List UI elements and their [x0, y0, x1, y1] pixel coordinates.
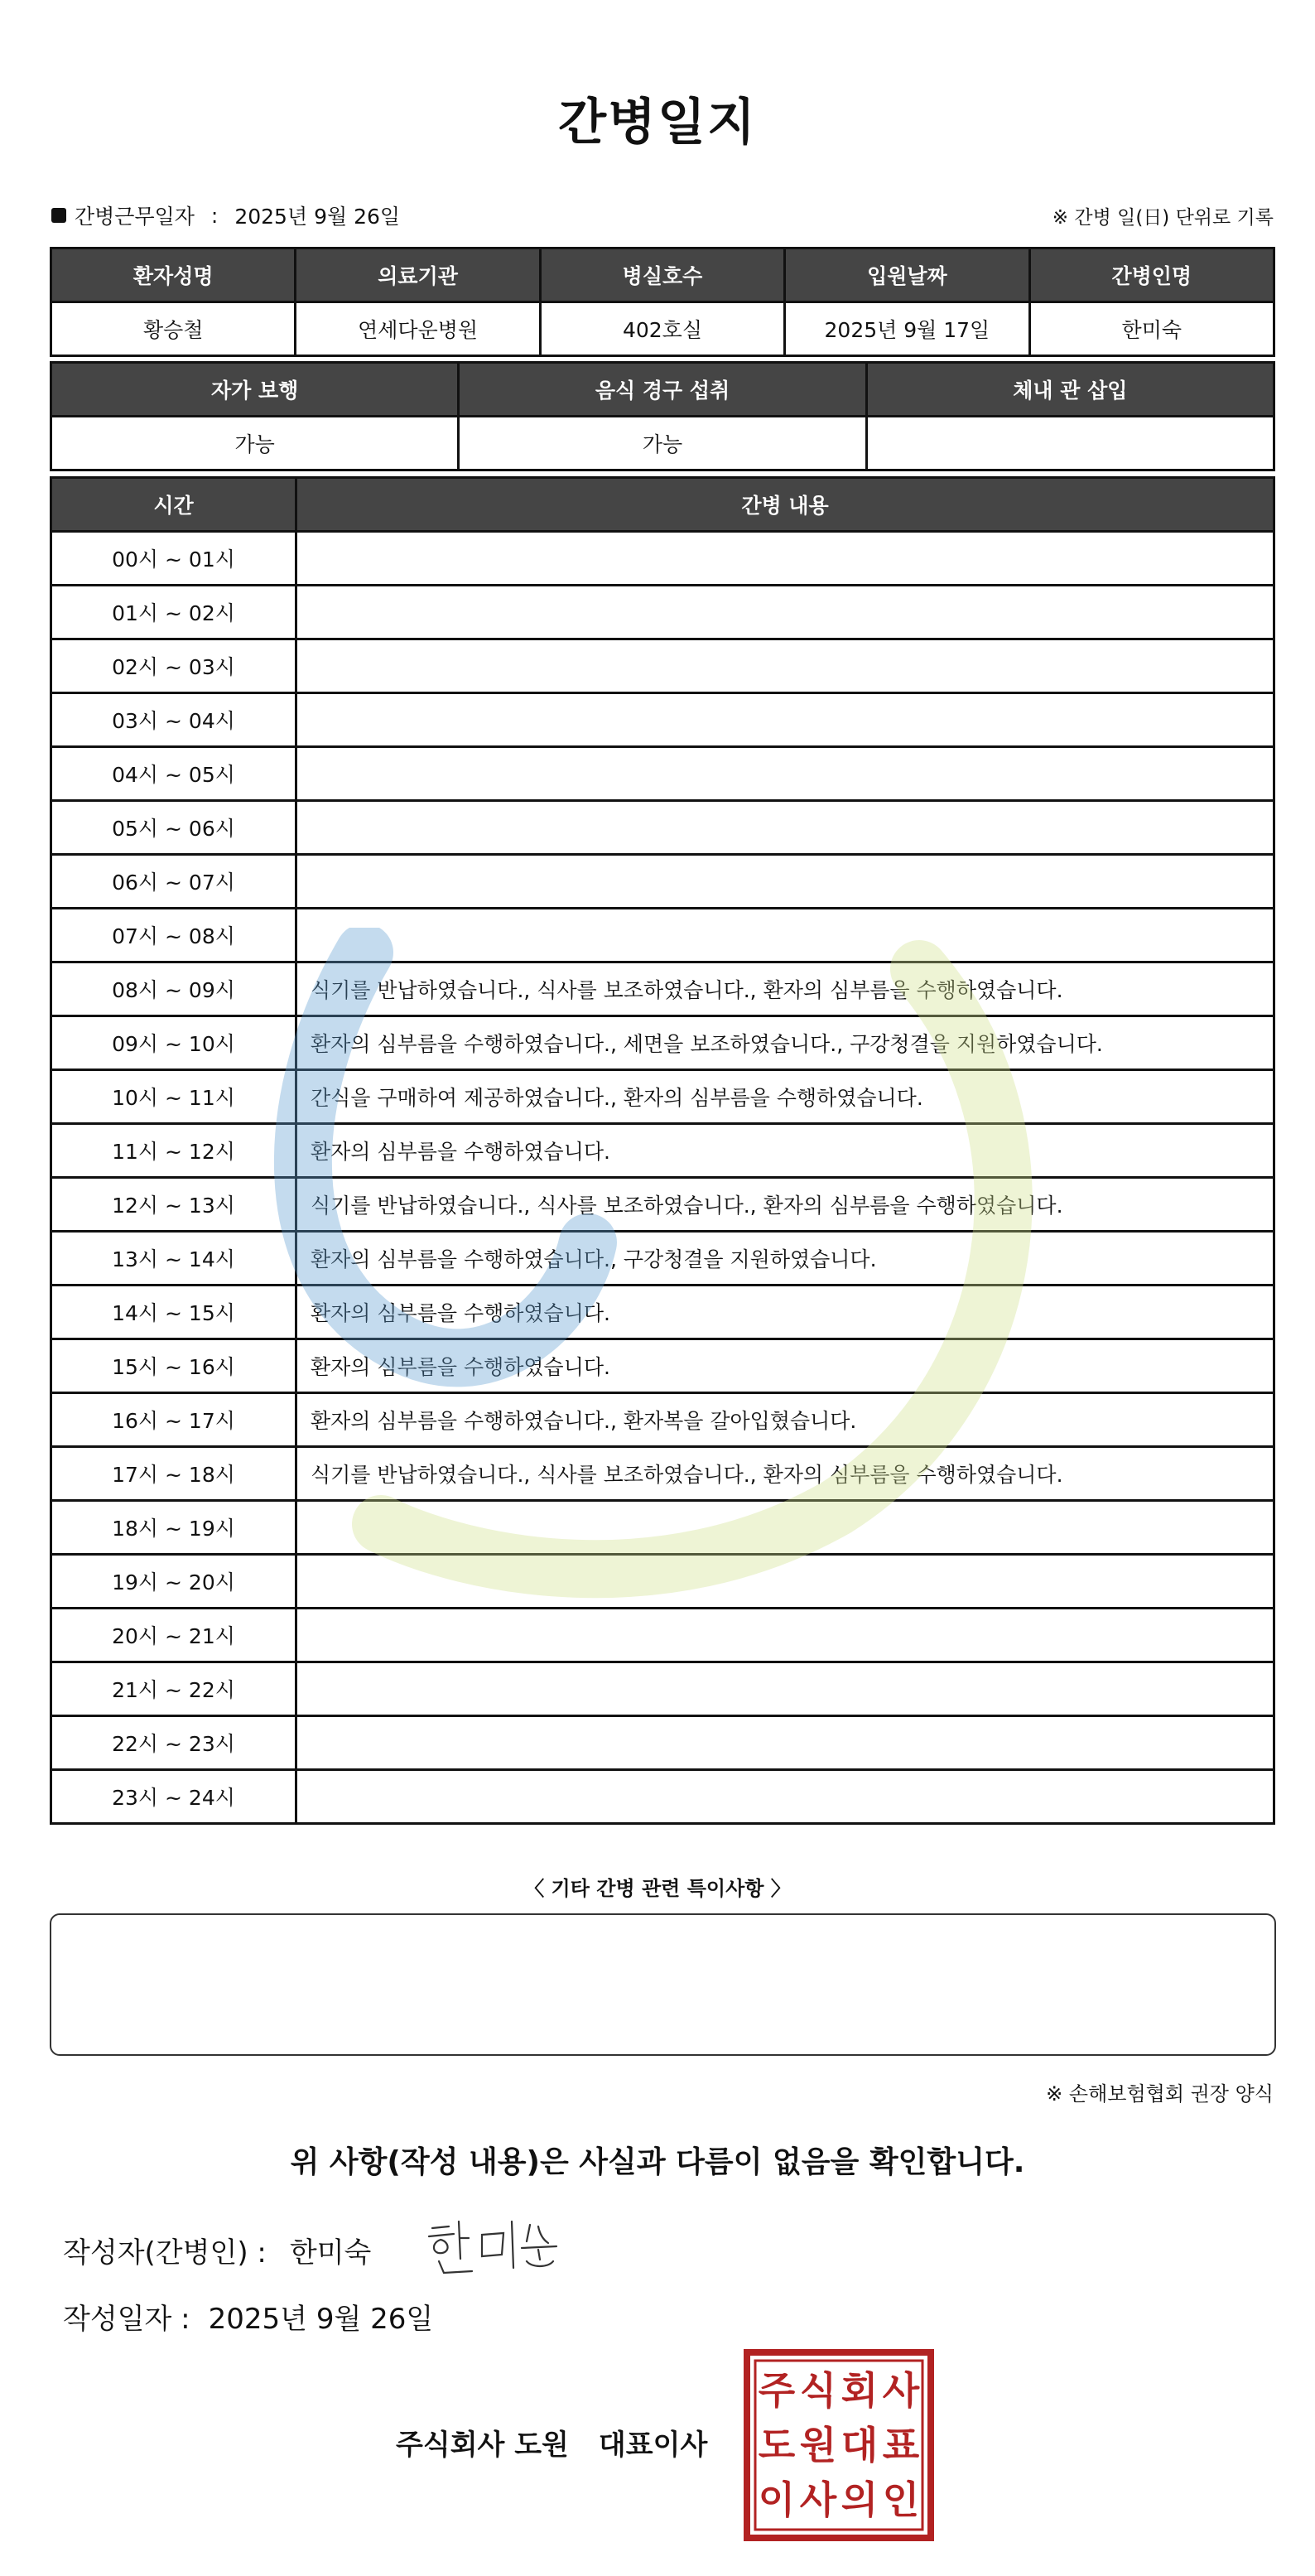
time-slot-cell: 17시 ~ 18시: [51, 1447, 296, 1501]
care-content-cell[interactable]: [296, 909, 1274, 962]
seal-character: 표: [882, 2423, 920, 2467]
status-header-oral-intake: 음식 경구 섭취: [459, 363, 866, 417]
seal-character: 대: [841, 2423, 879, 2467]
time-slot-cell: 22시 ~ 23시: [51, 1716, 296, 1770]
time-slot-cell: 08시 ~ 09시: [51, 962, 296, 1016]
seal-character: 원: [799, 2423, 837, 2467]
time-slot-cell: 02시 ~ 03시: [51, 639, 296, 693]
time-slot-cell: 00시 ~ 01시: [51, 532, 296, 586]
writer-name: 한미숙: [289, 2236, 372, 2270]
care-content-cell[interactable]: 간식을 구매하여 제공하였습니다., 환자의 심부름을 수행하였습니다.: [296, 1070, 1274, 1124]
table-row: [51, 1501, 1274, 1555]
care-content-cell[interactable]: [296, 1770, 1274, 1824]
care-content-cell[interactable]: [296, 1716, 1274, 1770]
patient-status-table: [50, 361, 1275, 471]
care-content-cell[interactable]: 식기를 반납하였습니다., 식사를 보조하였습니다., 환자의 심부름을 수행하였습니다.: [296, 1447, 1274, 1501]
work-date-label: 간병근무일자: [75, 205, 195, 229]
admission-date-cell: 2025년 9월 17일: [785, 302, 1029, 356]
seal-character: 사: [799, 2477, 837, 2522]
table-row: [51, 1393, 1274, 1447]
care-content-cell[interactable]: [296, 639, 1274, 693]
status-header-walking: 자가 보행: [51, 363, 459, 417]
patient-header-0: 환자성명: [51, 248, 296, 302]
record-unit-note: ※ 간병 일(日) 단위로 기록: [1052, 207, 1274, 229]
care-content-cell[interactable]: [296, 586, 1274, 639]
log-header-time: 시간: [51, 478, 296, 532]
care-content-cell[interactable]: 식기를 반납하였습니다., 식사를 보조하였습니다., 환자의 심부름을 수행하였습니다.: [296, 962, 1274, 1016]
table-row: [51, 1662, 1274, 1716]
seal-character: 의: [841, 2477, 879, 2522]
work-date-separator: :: [210, 203, 219, 228]
seal-character: 사: [882, 2368, 920, 2413]
patient-header-3: 입원날짜: [785, 248, 1029, 302]
care-content-cell[interactable]: 환자의 심부름을 수행하였습니다.: [296, 1124, 1274, 1178]
table-row: [51, 532, 1274, 586]
table-row: [51, 1555, 1274, 1609]
care-content-cell[interactable]: [296, 1501, 1274, 1555]
care-content-cell[interactable]: 환자의 심부름을 수행하였습니다., 구강청결을 지원하였습니다.: [296, 1232, 1274, 1286]
care-content-cell[interactable]: 환자의 심부름을 수행하였습니다., 세면을 보조하였습니다., 구강청결을 지원하였습니다.: [296, 1016, 1274, 1070]
status-walking-cell: 가능: [51, 417, 459, 470]
square-bullet-icon: [51, 208, 66, 223]
patient-header-2: 병실호수: [540, 248, 784, 302]
special-notes-title: 〈 기타 간병 관련 특이사항 〉: [524, 1877, 791, 1900]
time-slot-cell: 05시 ~ 06시: [51, 801, 296, 855]
table-row: [51, 639, 1274, 693]
time-slot-cell: 16시 ~ 17시: [51, 1393, 296, 1447]
care-content-cell[interactable]: [296, 1609, 1274, 1662]
company-line: [396, 2422, 707, 2463]
care-content-cell[interactable]: 환자의 심부름을 수행하였습니다., 환자복을 갈아입혔습니다.: [296, 1393, 1274, 1447]
table-row: [51, 855, 1274, 909]
care-content-cell[interactable]: 환자의 심부름을 수행하였습니다.: [296, 1286, 1274, 1339]
caregiver-name-cell: 한미숙: [1029, 302, 1274, 356]
patient-header-1: 의료기관: [296, 248, 540, 302]
care-content-cell[interactable]: [296, 801, 1274, 855]
time-slot-cell: 12시 ~ 13시: [51, 1178, 296, 1232]
care-content-cell[interactable]: 환자의 심부름을 수행하였습니다.: [296, 1339, 1274, 1393]
recommended-form-note: ※ 손해보험협회 권장 양식: [1046, 2082, 1274, 2106]
table-row: [51, 747, 1274, 801]
table-row: [51, 1286, 1274, 1339]
table-row: [51, 1124, 1274, 1178]
handwritten-signature: [424, 2213, 565, 2279]
patient-name-cell: 황승철: [51, 302, 296, 356]
time-slot-cell: 20시 ~ 21시: [51, 1609, 296, 1662]
patient-info-table: [50, 247, 1275, 357]
table-row: [51, 1016, 1274, 1070]
table-row: [51, 1770, 1274, 1824]
time-slot-cell: 15시 ~ 16시: [51, 1339, 296, 1393]
time-slot-cell: 09시 ~ 10시: [51, 1016, 296, 1070]
care-content-cell[interactable]: [296, 693, 1274, 747]
care-content-cell[interactable]: [296, 532, 1274, 586]
hospital-cell: 연세다운병원: [296, 302, 540, 356]
table-row: [51, 801, 1274, 855]
status-tube-cell: [866, 417, 1274, 470]
table-row: [51, 962, 1274, 1016]
work-date-line: [51, 200, 400, 230]
time-slot-cell: 13시 ~ 14시: [51, 1232, 296, 1286]
time-slot-cell: 14시 ~ 15시: [51, 1286, 296, 1339]
care-log-table: [50, 476, 1275, 1825]
care-content-cell[interactable]: [296, 747, 1274, 801]
time-slot-cell: 18시 ~ 19시: [51, 1501, 296, 1555]
table-row: [51, 1178, 1274, 1232]
care-content-cell[interactable]: [296, 1555, 1274, 1609]
table-row: [51, 1716, 1274, 1770]
confirmation-statement: 위 사항(작성 내용)은 사실과 다름이 없음을 확인합니다.: [290, 2145, 1025, 2179]
table-row: [51, 1609, 1274, 1662]
seal-character: 회: [841, 2368, 879, 2413]
seal-character: 이: [758, 2477, 796, 2522]
care-content-cell[interactable]: 식기를 반납하였습니다., 식사를 보조하였습니다., 환자의 심부름을 수행하였습니다.: [296, 1178, 1274, 1232]
table-row: [51, 1070, 1274, 1124]
table-row: [51, 1339, 1274, 1393]
seal-character: 도: [758, 2423, 796, 2467]
time-slot-cell: 11시 ~ 12시: [51, 1124, 296, 1178]
care-content-cell[interactable]: [296, 1662, 1274, 1716]
company-seal-stamp: [744, 2349, 934, 2541]
time-slot-cell: 01시 ~ 02시: [51, 586, 296, 639]
company-name: 주식회사 도원: [396, 2429, 569, 2462]
status-oral-intake-cell: 가능: [459, 417, 866, 470]
special-notes-box[interactable]: [50, 1913, 1276, 2056]
work-date-value: 2025년 9월 26일: [234, 205, 401, 229]
time-slot-cell: 06시 ~ 07시: [51, 855, 296, 909]
writer-label: 작성자(간병인) :: [63, 2236, 267, 2270]
written-date-value: 2025년 9월 26일: [208, 2303, 434, 2336]
time-slot-cell: 07시 ~ 08시: [51, 909, 296, 962]
time-slot-cell: 19시 ~ 20시: [51, 1555, 296, 1609]
table-row: [51, 693, 1274, 747]
time-slot-cell: 21시 ~ 22시: [51, 1662, 296, 1716]
care-content-cell[interactable]: [296, 855, 1274, 909]
seal-character: 인: [882, 2477, 920, 2522]
patient-header-4: 간병인명: [1029, 248, 1274, 302]
time-slot-cell: 04시 ~ 05시: [51, 747, 296, 801]
time-slot-cell: 23시 ~ 24시: [51, 1770, 296, 1824]
table-row: [51, 909, 1274, 962]
time-slot-cell: 03시 ~ 04시: [51, 693, 296, 747]
seal-character: 식: [799, 2368, 837, 2413]
table-row: [51, 586, 1274, 639]
seal-character: 주: [758, 2368, 796, 2413]
table-row: [51, 1447, 1274, 1501]
time-slot-cell: 10시 ~ 11시: [51, 1070, 296, 1124]
table-row: [51, 1232, 1274, 1286]
status-header-tube: 체내 관 삽입: [866, 363, 1274, 417]
room-cell: 402호실: [540, 302, 784, 356]
ceo-title: 대표이사: [598, 2429, 708, 2462]
page-title: 간병일지: [558, 94, 757, 152]
written-date-label: 작성일자 :: [63, 2303, 190, 2336]
writer-line: [63, 2230, 371, 2270]
written-date-line: [63, 2296, 433, 2337]
log-header-content: 간병 내용: [296, 478, 1274, 532]
